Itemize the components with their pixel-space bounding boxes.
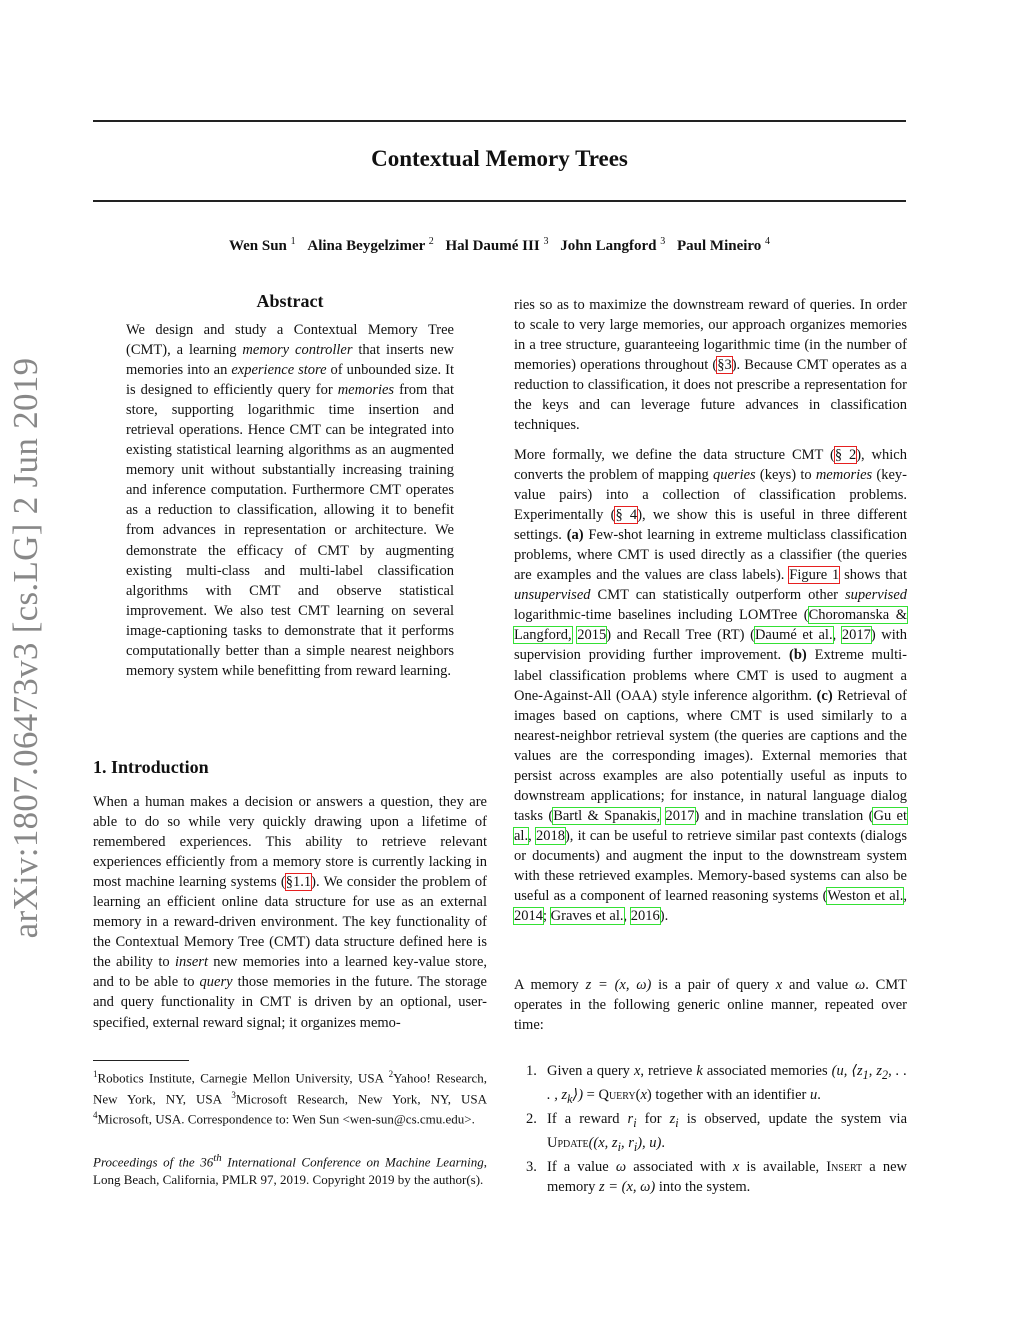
math-expr: ω bbox=[615, 1158, 627, 1175]
citation-link[interactable]: Weston et al. bbox=[827, 888, 904, 905]
intro-emphasis: insert bbox=[174, 954, 208, 971]
body-text: , bbox=[832, 627, 842, 644]
body-text: ; bbox=[543, 908, 551, 925]
footnote-text: Microsoft, USA. Correspondence to: Wen Sun <wen-sun@cs.cmu.edu>. bbox=[97, 1111, 475, 1127]
math-subscript: i bbox=[633, 1139, 638, 1154]
body-text: A memory bbox=[514, 977, 586, 993]
proceedings-text: , Long Beach, California, PMLR 97, 2019. Copyright 2019 by the author(s). bbox=[93, 1154, 487, 1187]
body-emphasis: supervised bbox=[844, 587, 907, 604]
math-expr: r bbox=[627, 1110, 634, 1127]
body-text: , bbox=[623, 908, 631, 925]
math-expr: , r bbox=[620, 1134, 634, 1151]
body-text: ( bbox=[635, 1086, 641, 1103]
body-text: is a pair of query bbox=[651, 977, 776, 993]
citation-link[interactable]: 2018 bbox=[535, 827, 565, 844]
body-text: , bbox=[528, 827, 536, 844]
body-emphasis: unsupervised bbox=[514, 587, 591, 604]
body-text: . bbox=[661, 1134, 666, 1151]
operation-name: Update bbox=[547, 1134, 589, 1151]
setting-label: (a) bbox=[566, 527, 584, 544]
body-emphasis: memories bbox=[815, 467, 873, 484]
footnote-text: Microsoft Research, New York, NY, USA bbox=[235, 1090, 488, 1106]
body-text: ), it can be useful to retrieve similar past contexts (dialogs or documents) and augment the input to the downstream system with these retrieved examples. Memory-based systems can also be useful as a component of learned reasoning systems ( bbox=[514, 827, 908, 905]
body-text: , bbox=[903, 888, 908, 905]
proceedings-superscript: th bbox=[213, 1152, 222, 1164]
body-emphasis: queries bbox=[713, 467, 756, 484]
footnote-text: Yahoo! Research, New York, NY, USA bbox=[93, 1070, 487, 1106]
author-name: John Langford bbox=[560, 238, 657, 254]
author bbox=[229, 238, 296, 254]
citation-link[interactable]: Bartl & Spanakis, bbox=[553, 807, 661, 824]
body-text: If a reward bbox=[547, 1110, 628, 1127]
body-text: associated memories bbox=[702, 1063, 832, 1079]
list-item bbox=[514, 1109, 907, 1157]
title-rule-top bbox=[93, 120, 906, 122]
list-number: 1. bbox=[526, 1063, 537, 1079]
proceedings-note bbox=[93, 1150, 487, 1188]
math-expr: k bbox=[696, 1063, 703, 1079]
footnote-marker: 4 bbox=[93, 1110, 98, 1121]
list-number: 3. bbox=[526, 1158, 537, 1175]
footnote-marker: 2 bbox=[388, 1069, 394, 1079]
body-text: a new memory bbox=[547, 1158, 907, 1195]
abstract-emphasis: memories bbox=[337, 382, 395, 399]
body-text: Retrieval of images based on captions, where CMT is used similarly to a nearest-neighbor retrieval system (the queries are captions and the values are the corresponding images). External memories that persist across examples are also potentially useful as inputs to downstream applications; for instance, in natural language dialog tasks ( bbox=[514, 687, 907, 824]
math-expr: , . . . , z bbox=[547, 1063, 907, 1103]
body-text: logarithmic-time baselines including LOMTree ( bbox=[514, 607, 809, 624]
body-text: associated with bbox=[626, 1158, 733, 1175]
author-name: Paul Mineiro bbox=[676, 238, 762, 254]
proceedings-text: International Conference on Machine Learning bbox=[221, 1154, 484, 1170]
intro-text: those memories in the future. The storage and query functionality in CMT is driven by an optional, user-specified, external reward signal; it organizes memo- bbox=[93, 974, 487, 1031]
body-text: ) together with an identifier bbox=[646, 1086, 810, 1103]
citation-link[interactable]: Graves et al. bbox=[550, 908, 624, 925]
proceedings-text: Proceedings of the bbox=[93, 1154, 201, 1170]
math-subscript: i bbox=[617, 1139, 621, 1154]
setting-label: (c) bbox=[816, 687, 833, 704]
author-list bbox=[93, 236, 906, 255]
math-subscript: 1 bbox=[862, 1067, 869, 1082]
author-name: Wen Sun bbox=[228, 238, 287, 254]
section-ref-link[interactable]: § 4 bbox=[615, 507, 638, 524]
author bbox=[446, 238, 549, 254]
body-text: for bbox=[636, 1110, 670, 1127]
author-affiliation: 4 bbox=[765, 236, 771, 247]
footnote-marker: 3 bbox=[231, 1089, 236, 1100]
intro-text: When a human makes a decision or answers a question, they are able to do so while very quickly drawing upon a lifetime of remembered experiences. This ability to retrieve relevant experiences efficiently from a memory store is currently lacking in most machine learning systems ( bbox=[93, 794, 487, 891]
figure-ref-link[interactable]: Figure 1 bbox=[789, 567, 840, 584]
intro-text: new memories into a learned key-value store, and to be able to bbox=[93, 954, 488, 991]
body-text: ). bbox=[659, 908, 669, 925]
right-paragraph-1 bbox=[514, 295, 907, 435]
section-ref-link[interactable]: § 2 bbox=[834, 447, 857, 463]
body-text: . CMT operates in the following generic online manner, repeated over time: bbox=[514, 977, 908, 1034]
body-text: If a value bbox=[547, 1158, 616, 1175]
setting-label: (b) bbox=[789, 647, 807, 664]
abstract-text: of unbounded size. It is designed to efficiently query for bbox=[126, 362, 455, 399]
intro-emphasis: query bbox=[199, 974, 233, 991]
proceedings-number: 36 bbox=[200, 1154, 214, 1170]
body-text: is available, bbox=[739, 1158, 827, 1175]
author-name: Hal Daumé III bbox=[445, 238, 540, 254]
arxiv-sidebar-id: arXiv:1807.06473v3 [cs.LG] 2 Jun 2019 bbox=[6, 357, 45, 939]
math-expr: z = (x, ω) bbox=[598, 1178, 656, 1195]
body-text: into the system. bbox=[655, 1178, 751, 1195]
body-text: . bbox=[817, 1086, 821, 1103]
math-expr: u bbox=[809, 1086, 818, 1103]
author-affiliation: 3 bbox=[543, 236, 549, 247]
math-expr: x bbox=[633, 1063, 641, 1079]
abstract-emphasis: experience store bbox=[231, 362, 327, 379]
author-affiliation: 3 bbox=[660, 236, 666, 247]
footnote-rule bbox=[93, 1060, 189, 1061]
body-text: CMT can statistically outperform other bbox=[590, 587, 845, 604]
citation-link[interactable]: 2015 bbox=[577, 627, 607, 644]
body-text: = bbox=[583, 1086, 599, 1103]
introduction-heading: 1. Introduction bbox=[93, 757, 209, 777]
operation-name: Insert bbox=[826, 1158, 863, 1175]
body-text: , retrieve bbox=[640, 1063, 697, 1079]
footnote-text: Robotics Institute, Carnegie Mellon University, USA bbox=[97, 1070, 389, 1086]
body-text: ) with supervision providing further improvement. bbox=[514, 627, 908, 664]
paper-title: Contextual Memory Trees bbox=[371, 146, 628, 171]
citation-link[interactable]: Gu et al. bbox=[514, 807, 908, 844]
math-expr: x bbox=[732, 1158, 740, 1175]
abstract-emphasis: memory controller bbox=[242, 342, 353, 359]
list-number: 2. bbox=[526, 1110, 537, 1127]
footnote-marker: 1 bbox=[93, 1069, 98, 1079]
math-expr: ⟩) bbox=[572, 1086, 584, 1103]
math-subscript: i bbox=[633, 1115, 637, 1130]
right-paragraph-3 bbox=[514, 975, 907, 1035]
operation-name: Query bbox=[598, 1086, 636, 1103]
body-text: ). Because CMT operates as a reduction to classification, it does not prescribe a representation for the keys and can leverage future advances in classification techniques. bbox=[514, 357, 907, 434]
citation-link[interactable]: 2017 bbox=[841, 627, 871, 644]
right-paragraph-2 bbox=[514, 445, 907, 926]
citation-link[interactable]: 2014 bbox=[514, 908, 543, 925]
body-text: (key-value pairs) into a collection of classification problems. Experimentally ( bbox=[514, 467, 907, 524]
body-text: (keys) to bbox=[755, 467, 816, 484]
body-text: More formally, we define the data structure CMT ( bbox=[514, 447, 835, 463]
title-rule-bottom bbox=[93, 200, 906, 202]
body-text: ) and Recall Tree (RT) ( bbox=[606, 627, 755, 644]
math-subscript: 2 bbox=[882, 1067, 889, 1082]
math-subscript: i bbox=[675, 1115, 679, 1130]
math-expr: ), u) bbox=[637, 1134, 662, 1151]
citation-link[interactable]: Choromanska & Langford, bbox=[514, 607, 907, 644]
body-text: is observed, update the system via bbox=[678, 1110, 908, 1127]
math-expr: ((x, z bbox=[588, 1134, 618, 1151]
section-ref-link[interactable]: §1.1 bbox=[285, 874, 312, 891]
math-subscript: k bbox=[567, 1091, 573, 1106]
body-text: ries so as to maximize the downstream reward of queries. In order to scale to very large memories, our approach organizes memories in a tree structure, guaranteeing logarithmic time (in the number of memories) operations throughout ( bbox=[514, 297, 907, 374]
math-expr: z = (x, ω) bbox=[585, 977, 652, 993]
body-text: Given a query bbox=[547, 1063, 634, 1079]
math-expr: , z bbox=[868, 1063, 883, 1079]
citation-link[interactable]: 2016 bbox=[630, 908, 660, 925]
abstract-text: We design and study a Contextual Memory Tree (CMT), a learning bbox=[126, 322, 454, 359]
body-text: ), we show this is useful in three different settings. bbox=[514, 507, 907, 544]
body-text: Few-shot learning in extreme multiclass classification problems, where CMT is used directly as a classifier (the queries are examples and the values are class labels). bbox=[514, 527, 907, 584]
citation-link[interactable]: 2017 bbox=[665, 807, 695, 824]
math-expr: x bbox=[640, 1086, 647, 1103]
citation-link[interactable]: Daumé et al. bbox=[754, 627, 833, 644]
body-text: ) and in machine translation ( bbox=[694, 807, 874, 824]
math-expr: z bbox=[669, 1110, 676, 1127]
author-affiliation: 1 bbox=[290, 236, 296, 247]
math-expr: (u, ⟨z bbox=[831, 1063, 863, 1079]
math-expr: ω bbox=[854, 977, 866, 993]
author-affiliation: 2 bbox=[428, 236, 434, 247]
body-text: and value bbox=[782, 977, 855, 993]
section-ref-link[interactable]: §3 bbox=[717, 357, 732, 374]
author bbox=[307, 238, 433, 254]
abstract-heading: Abstract bbox=[256, 291, 324, 311]
introduction-body bbox=[93, 792, 487, 1033]
body-text: Extreme multi-label classification problems where CMT is used to augment a One-Against-All (OAA) style inference algorithm. bbox=[514, 647, 907, 704]
list-item bbox=[514, 1157, 907, 1197]
list-item bbox=[514, 1061, 907, 1109]
math-expr: x bbox=[775, 977, 783, 993]
author bbox=[560, 238, 665, 254]
body-text: ), which converts the problem of mapping bbox=[514, 447, 907, 484]
abstract-body bbox=[126, 320, 454, 681]
abstract-text: from that store, supporting logarithmic time insertion and retrieval operations. Hence CMT can be integrated into existing statistical learning algorithms as an augmented memory unit without substantially increasing training and inference computation. Furthermore CMT operates as a reduction to classification, allowing it to benefit from advances in representation or architecture. We demonstrate the efficacy of CMT by augmenting existing multi-class and multi-label classification algorithms with CMT and observe statistical improvement. We also test CMT learning on several image-captioning tasks to demonstrate that it performs computationally better than a simple nearest neighbors memory system while benefitting from reward learning. bbox=[126, 382, 454, 679]
operation-steps-list bbox=[514, 1061, 907, 1197]
intro-text: ). We consider the problem of learning an efficient online data structure for use as an external memory in a reward-driven environment. The key functionality of the Contextual Memory Tree (CMT) data structure defined here is the ability to bbox=[93, 874, 488, 971]
author bbox=[677, 238, 770, 254]
body-text: shows that bbox=[839, 567, 908, 584]
abstract-text: that inserts new memories into an bbox=[126, 342, 454, 379]
author-name: Alina Beygelzimer bbox=[307, 238, 426, 254]
affiliation-footnote bbox=[93, 1066, 487, 1128]
